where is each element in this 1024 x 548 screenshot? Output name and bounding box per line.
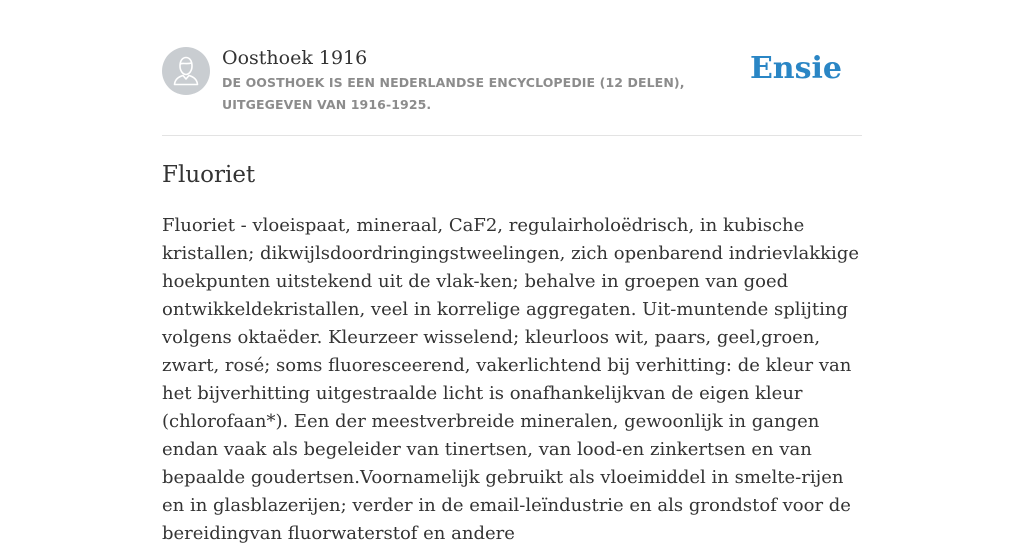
header-divider [162,135,862,136]
avatar[interactable] [162,47,210,95]
user-silhouette-icon [162,47,210,95]
source-title[interactable]: Oosthoek 1916 [222,47,368,69]
article-title: Fluoriet [162,162,256,188]
article-body: Fluoriet - vloeispaat, mineraal, CaF2, regulairholoëdrisch, in kubische kristallen; dikwijlsdoordringingstweelingen, zich openbarend indrievlakkige hoekpunten uitstekend uit de vlak-ken; behalve in groepen van goed ontwikkeldekristallen, veel in korrelige aggregaten. Uit-muntende splijting volgens oktaëder. Kleurzeer wisselend; kleurloos wit, paars, geel,groen, zwart, rosé; soms fluoresceerend, vakerlichtend bij verhitting: de kleur van het bijverhitting uitgestraalde licht is onafhankelijkvan de eigen kleur (chlorofaan*). Een der meestverbreide mineralen, gewoonlijk in gangen endan vaak als begeleider van tinertsen, van lood-en zinkertsen en van bepaalde goudertsen.Voornamelijk gebruikt als vloeimiddel in smelte-rijen en in glasblazerijen; verder in de email-leïndustrie en als grondstof voor de bereidingvan fluorwaterstof en andere [162,215,859,544]
brand-logo-link[interactable]: Ensie [749,51,842,86]
source-header [162,43,862,135]
source-description: DE OOSTHOEK IS EEN NEDERLANDSE ENCYCLOPEDIE (12 DELEN), UITGEGEVEN VAN 1916-1925. [222,75,685,112]
